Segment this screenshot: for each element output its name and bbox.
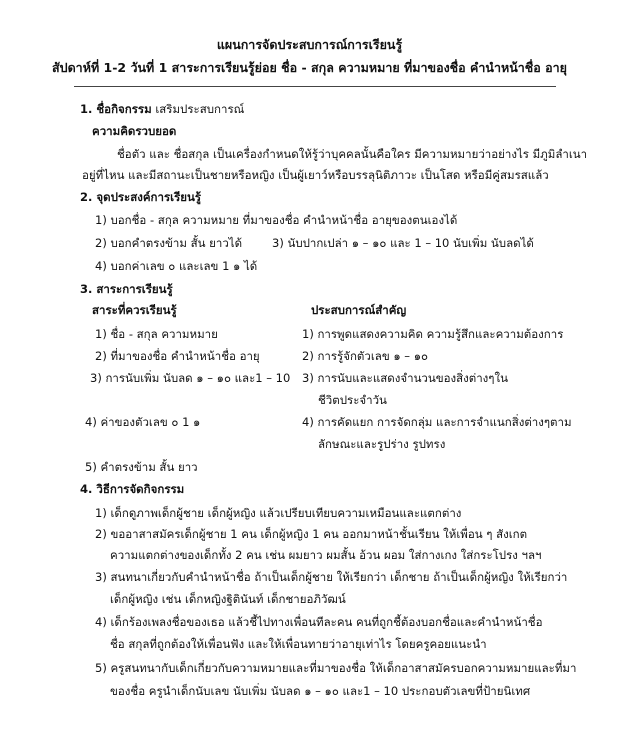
section3-heading: 3. สาระการเรียนรู้ — [80, 282, 173, 296]
procedure-line-continued: ของชื่อ ครูนำเด็กนับเลข นับเพิ่ม นับลด ๑ – ๑๐ และ1 – 10 ประกอบตัวเลขที่ป้ายนิเทศ — [110, 684, 531, 698]
section2-heading: 2. จุดประสงค์การเรียนรู้ — [80, 190, 202, 204]
objective-item: 3) นับปากเปล่า ๑ – ๑๐ และ 1 – 10 นับเพิ่ม นับลดได้ — [272, 236, 534, 250]
experience-item: 3) การนับและแสดงจำนวนของสิ่งต่างๆใน — [302, 371, 508, 385]
header-divider — [74, 86, 556, 87]
section1-heading-line — [80, 101, 244, 117]
content-item: 4) ค่าของตัวเลข ๐ 1 ๑ — [85, 415, 201, 429]
objective-item: 2) บอกคำตรงข้าม สั้น ยาวได้ — [95, 236, 243, 250]
concept-heading: ความคิดรวบยอด — [92, 124, 177, 138]
procedure-line: 4) เด็กร้องเพลงชื่อของเธอ แล้วชี้ไปทางเพื่อนทีละคน คนที่ถูกชี้ต้องบอกชื่อและคำนำหน้าชื่อ — [95, 615, 543, 629]
procedure-line-continued: ความแตกต่างของเด็กทั้ง 2 คน เช่น ผมยาว ผมสั้น อ้วน ผอม ใส่กางเกง ใส่กระโปรง ฯลฯ — [110, 548, 542, 562]
content-item: 1) ชื่อ - สกุล ความหมาย — [95, 327, 218, 341]
objective-item: 1) บอกชื่อ - สกุล ความหมาย ที่มาของชื่อ คำนำหน้าชื่อ อายุของตนเองได้ — [95, 213, 458, 227]
content-column-heading: สาระที่ควรเรียนรู้ — [92, 303, 177, 317]
section1-heading: 1. ชื่อกิจกรรม — [80, 102, 152, 116]
section1-heading-value: เสริมประสบการณ์ — [155, 102, 245, 116]
experience-item-continued: ลักษณะและรูปร่าง รูปทรง — [318, 437, 446, 451]
procedure-line-continued: เด็กผู้หญิง เช่น เด็กหญิงฐิตินันท์ เด็กชายอภิวัฒน์ — [110, 592, 346, 606]
procedure-line: 2) ขออาสาสมัครเด็กผู้ชาย 1 คน เด็กผู้หญิง 1 คน ออกมาหน้าชั้นเรียน ให้เพื่อน ๆ สังเกต — [95, 527, 528, 541]
plan-subtitle: สัปดาห์ที่ 1-2 วันที่ 1 สาระการเรียนรู้ย่อย ชื่อ - สกุล ความหมาย ที่มาของชื่อ คำนำหน้าชื่อ อายุ — [52, 60, 567, 75]
concept-line-2: อยู่ที่ไหน และมีสถานะเป็นชายหรือหญิง เป็นผู้เยาว์หรือบรรลุนิติภาวะ เป็นโสด หรือมีคู่สมรสแล้ว — [82, 168, 549, 182]
procedure-line-continued: ชื่อ สกุลที่ถูกต้องให้เพื่อนฟัง และให้เพื่อนทายว่าอายุเท่าไร โดยครูคอยแนะนำ — [110, 637, 487, 651]
content-item: 5) คำตรงข้าม สั้น ยาว — [85, 460, 198, 474]
concept-line-1: ชื่อตัว และ ชื่อสกุล เป็นเครื่องกำหนดให้รู้ว่าบุคคลนั้นคือใคร มีความหมายว่าอย่างไร มีภูมิลำเนา — [117, 147, 588, 161]
experience-item-continued: ชีวิตประจำวัน — [318, 393, 387, 407]
experience-item: 4) การคัดแยก การจัดกลุ่ม และการจำแนกสิ่งต่างๆตาม — [302, 415, 572, 429]
content-item: 2) ที่มาของชื่อ คำนำหน้าชื่อ อายุ — [95, 349, 260, 363]
procedure-line: 3) สนทนาเกี่ยวกับคำนำหน้าชื่อ ถ้าเป็นเด็กผู้ชาย ให้เรียกว่า เด็กชาย ถ้าเป็นเด็กผู้หญิง ให้เรียกว่า — [95, 570, 568, 584]
plan-title: แผนการจัดประสบการณ์การเรียนรู้ — [216, 37, 403, 52]
content-item: 3) การนับเพิ่ม นับลด ๑ – ๑๐ และ1 – 10 — [90, 371, 291, 385]
section4-heading: 4. วิธีการจัดกิจกรรม — [80, 482, 185, 496]
procedure-line: 1) เด็กดูภาพเด็กผู้ชาย เด็กผู้หญิง แล้วเปรียบเทียบความเหมือนและแตกต่าง — [95, 506, 462, 520]
experience-item: 1) การพูดแสดงความคิด ความรู้สึกและความต้องการ — [302, 327, 564, 341]
experience-column-heading: ประสบการณ์สำคัญ — [311, 303, 407, 317]
procedure-line: 5) ครูสนทนากับเด็กเกี่ยวกับความหมายและที่มาของชื่อ ให้เด็กอาสาสมัครบอกความหมายและที่มา — [95, 661, 577, 675]
objective-item: 4) บอกค่าเลข ๐ และเลข 1 ๑ ได้ — [95, 259, 258, 273]
experience-item: 2) การรู้จักตัวเลข ๑ – ๑๐ — [302, 349, 429, 363]
